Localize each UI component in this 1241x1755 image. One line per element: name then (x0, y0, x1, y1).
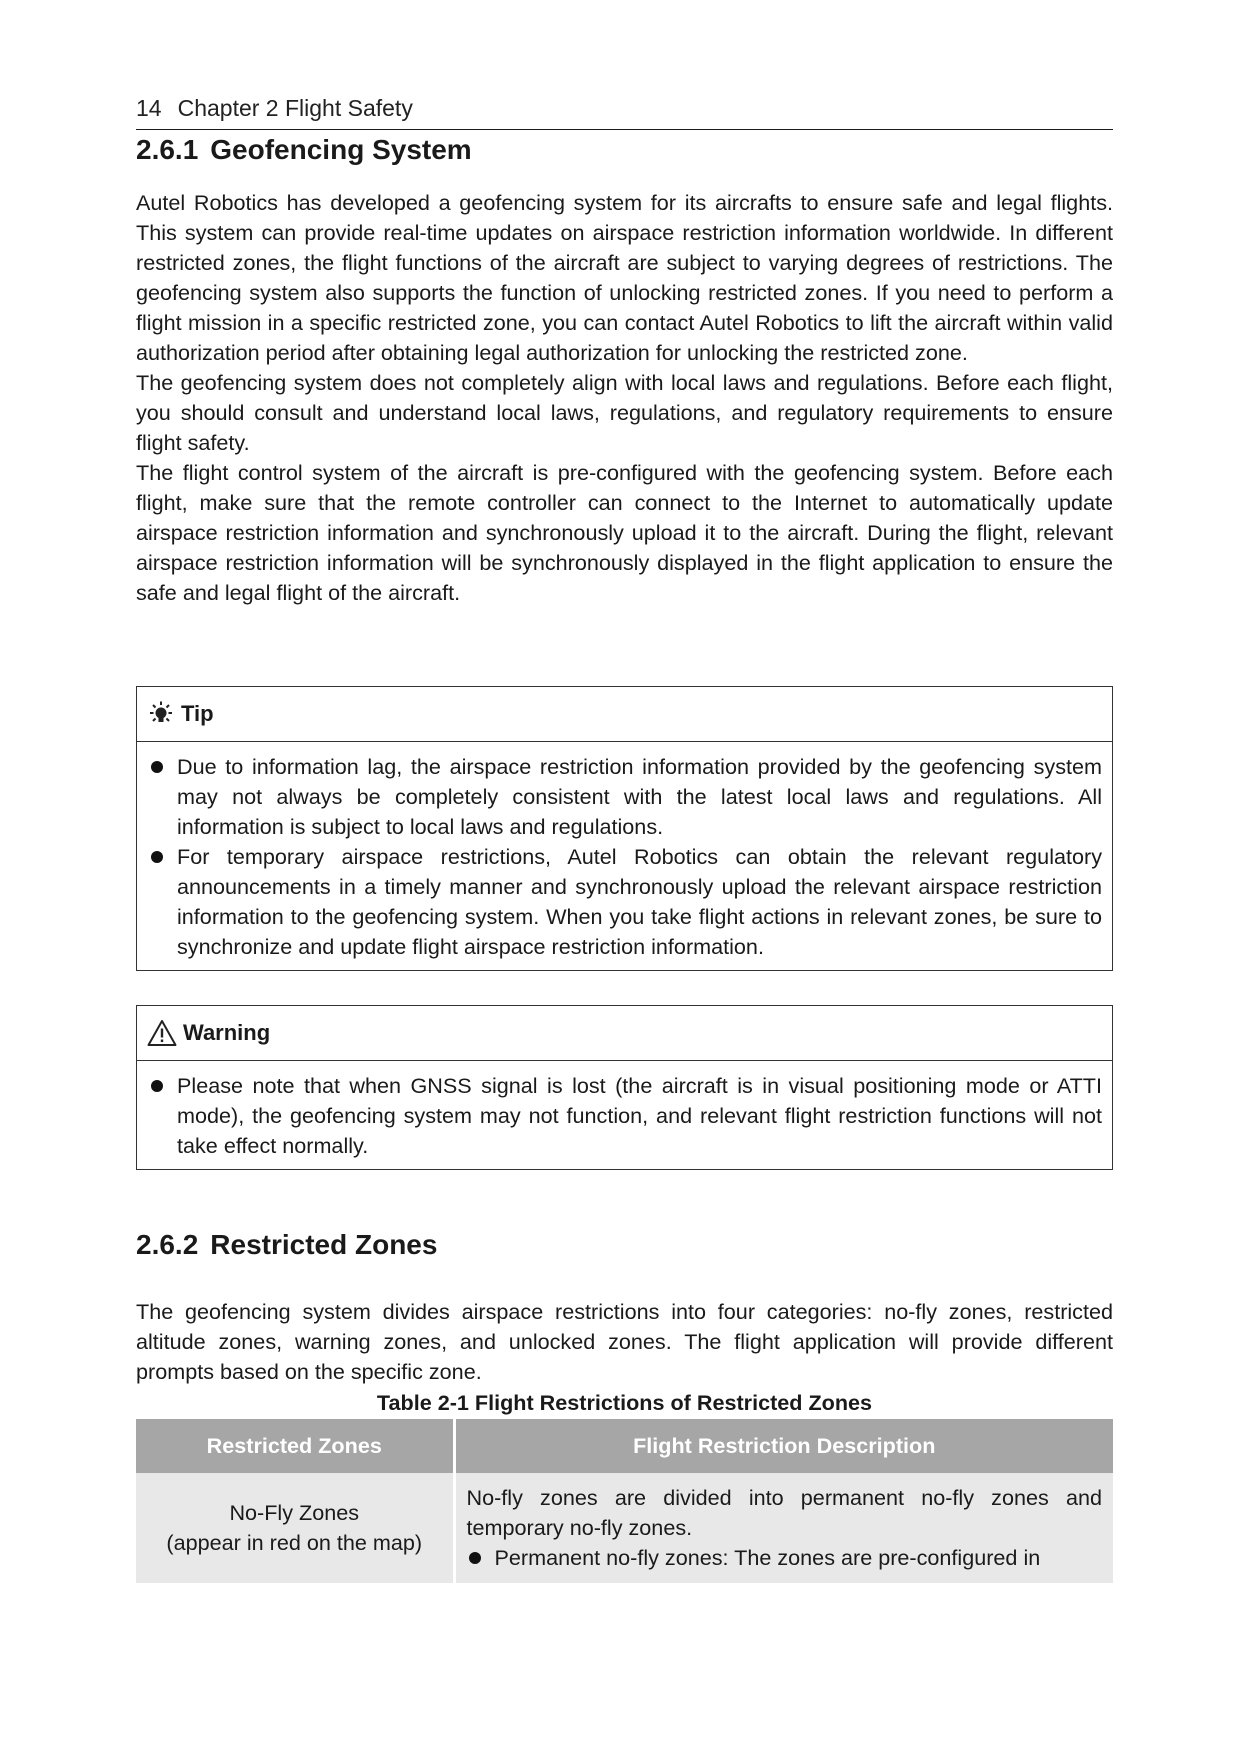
section-number: 2.6.1 (136, 134, 199, 165)
list-item (147, 842, 1102, 962)
description-cell (454, 1473, 1113, 1583)
table-header-row (136, 1419, 1113, 1473)
warning-text: Please note that when GNSS signal is lost (the aircraft is in visual positioning mode or ATTI mode), the geofencing system may not function, and relevant flight restriction functions will not take effect normally. (177, 1073, 1102, 1158)
list-item (147, 752, 1102, 842)
tip-body (137, 742, 1112, 970)
warning-triangle-icon (147, 1019, 177, 1047)
tip-header (137, 687, 1112, 742)
table-row (136, 1473, 1113, 1583)
column-header-restricted-zones: Restricted Zones (136, 1419, 454, 1473)
section-body-2-6-1 (136, 188, 1113, 608)
page-number: 14 (136, 95, 162, 121)
paragraph: The flight control system of the aircraft is pre-configured with the geofencing system. Before each flight, make sure that the remote controller can connect to the Internet to automatically update airspace restriction information and synchronously upload it to the aircraft. During the flight, relevant airspace restriction information will be synchronously displayed in the flight application to ensure the safe and legal flight of the aircraft. (136, 460, 1113, 605)
list-item (147, 1071, 1102, 1161)
paragraph: The geofencing system divides airspace restrictions into four categories: no-fly zones, restricted altitude zones, warning zones, and unlocked zones. The flight application will provide different prompts based on the specific zone. (136, 1299, 1113, 1384)
column-header-description: Flight Restriction Description (454, 1419, 1113, 1473)
list-item (467, 1543, 1103, 1573)
tip-label: Tip (181, 701, 214, 726)
section-number: 2.6.2 (136, 1229, 199, 1260)
tip-text: Due to information lag, the airspace restriction information provided by the geofencing system may not always be completely consistent with the latest local laws and regulations. All information is subject to local laws and regulations. (177, 754, 1102, 839)
description-text: No-fly zones are divided into permanent no-fly zones and temporary no-fly zones. (466, 1485, 1102, 1540)
paragraph: Autel Robotics has developed a geofencing system for its aircrafts to ensure safe and legal flights. This system can provide real-time updates on airspace restriction information worldwide. In different restricted zones, the flight functions of the aircraft are subject to varying degrees of restrictions. The geofencing system also supports the function of unlocking restricted zones. If you need to perform a flight mission in a specific restricted zone, you can contact Autel Robotics to lift the aircraft within valid authorization period after obtaining legal authorization for unlocking the restricted zone. (136, 190, 1113, 365)
zone-name: No-Fly Zones (229, 1500, 360, 1525)
tip-text: For temporary airspace restrictions, Autel Robotics can obtain the relevant regulatory announcements in a timely manner and synchronously upload the relevant airspace restriction information to the geofencing system. When you take flight actions in relevant zones, be sure to synchronize and update flight airspace restriction information. (177, 844, 1102, 959)
warning-box (136, 1005, 1113, 1170)
running-header (136, 95, 1113, 130)
section-heading-2-6-1 (136, 133, 472, 167)
tip-box (136, 686, 1113, 971)
bullet-icon (151, 1080, 163, 1092)
warning-label: Warning (183, 1020, 271, 1045)
lightbulb-icon (147, 700, 175, 728)
restricted-zones-table (136, 1419, 1113, 1583)
paragraph: The geofencing system does not completely align with local laws and regulations. Before each flight, you should consult and understand local laws, regulations, and regulatory requirements to ensure flight safety. (136, 370, 1113, 455)
zone-cell (136, 1473, 454, 1583)
chapter-title: Chapter 2 Flight Safety (177, 95, 413, 121)
bullet-icon (151, 761, 163, 773)
warning-body (137, 1061, 1112, 1169)
bullet-icon (469, 1552, 481, 1564)
table-caption: Table 2-1 Flight Restrictions of Restricted Zones (376, 1390, 873, 1415)
section-body-2-6-2 (136, 1297, 1113, 1387)
section-title: Geofencing System (210, 134, 472, 165)
section-heading-2-6-2 (136, 1228, 437, 1262)
description-bullet: Permanent no-fly zones: The zones are pre-configured in (494, 1545, 1041, 1570)
warning-header (137, 1006, 1112, 1061)
zone-note: (appear in red on the map) (166, 1530, 423, 1555)
bullet-icon (151, 851, 163, 863)
section-title: Restricted Zones (210, 1229, 438, 1260)
